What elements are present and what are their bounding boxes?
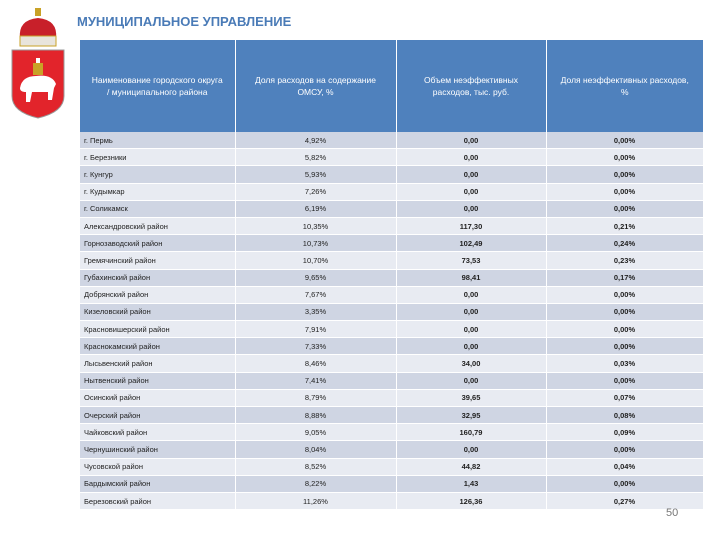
inefficient-volume: 34,00	[396, 355, 546, 372]
omsu-share: 5,93%	[235, 166, 396, 183]
inefficient-share: 0,03%	[546, 355, 703, 372]
column-header: Доля неэффективных расходов, %	[546, 40, 703, 132]
district-name: Кизеловский район	[80, 303, 235, 320]
inefficient-volume: 44,82	[396, 458, 546, 475]
table-row	[80, 424, 703, 441]
omsu-share: 6,19%	[235, 200, 396, 217]
table-row	[80, 132, 703, 149]
omsu-share: 8,04%	[235, 441, 396, 458]
inefficient-share: 0,24%	[546, 235, 703, 252]
inefficient-share: 0,08%	[546, 407, 703, 424]
district-name: Гремячинский район	[80, 252, 235, 269]
table-row	[80, 183, 703, 200]
inefficient-volume: 0,00	[396, 183, 546, 200]
inefficient-share: 0,00%	[546, 183, 703, 200]
municipal-expenses-table	[80, 40, 704, 510]
inefficient-share: 0,09%	[546, 424, 703, 441]
omsu-share: 11,26%	[235, 492, 396, 509]
table-row	[80, 475, 703, 492]
column-header: Объем неэффективных расходов, тыс. руб.	[396, 40, 546, 132]
inefficient-share: 0,00%	[546, 132, 703, 149]
district-name: Чернушинский район	[80, 441, 235, 458]
omsu-share: 7,33%	[235, 338, 396, 355]
inefficient-volume: 39,65	[396, 389, 546, 406]
district-name: Березовский район	[80, 492, 235, 509]
district-name: Чайковский район	[80, 424, 235, 441]
inefficient-share: 0,27%	[546, 492, 703, 509]
table-row	[80, 492, 703, 509]
district-name: Очерский район	[80, 407, 235, 424]
table-row	[80, 200, 703, 217]
omsu-share: 8,52%	[235, 458, 396, 475]
omsu-share: 3,35%	[235, 303, 396, 320]
district-name: г. Соликамск	[80, 200, 235, 217]
inefficient-volume: 0,00	[396, 132, 546, 149]
district-name: Чусовской район	[80, 458, 235, 475]
inefficient-volume: 0,00	[396, 166, 546, 183]
district-name: Нытвенский район	[80, 372, 235, 389]
inefficient-share: 0,00%	[546, 200, 703, 217]
inefficient-volume: 126,36	[396, 492, 546, 509]
inefficient-share: 0,00%	[546, 441, 703, 458]
column-header: Наименование городского округа / муниципального района	[80, 40, 235, 132]
page-title: МУНИЦИПАЛЬНОЕ УПРАВЛЕНИЕ	[77, 14, 292, 29]
table-row	[80, 235, 703, 252]
perm-coat-of-arms-icon	[8, 8, 68, 120]
district-name: Добрянский район	[80, 286, 235, 303]
table-row	[80, 458, 703, 475]
table-row	[80, 286, 703, 303]
inefficient-share: 0,00%	[546, 303, 703, 320]
inefficient-share: 0,07%	[546, 389, 703, 406]
inefficient-share: 0,00%	[546, 321, 703, 338]
omsu-share: 9,65%	[235, 269, 396, 286]
table-row	[80, 389, 703, 406]
table-row	[80, 269, 703, 286]
district-name: Бардымский район	[80, 475, 235, 492]
inefficient-volume: 0,00	[396, 372, 546, 389]
inefficient-volume: 32,95	[396, 407, 546, 424]
inefficient-share: 0,00%	[546, 372, 703, 389]
omsu-share: 7,91%	[235, 321, 396, 338]
inefficient-volume: 0,00	[396, 338, 546, 355]
inefficient-share: 0,00%	[546, 149, 703, 166]
inefficient-volume: 160,79	[396, 424, 546, 441]
table-row	[80, 372, 703, 389]
district-name: Александровский район	[80, 217, 235, 234]
inefficient-volume: 0,00	[396, 321, 546, 338]
omsu-share: 10,73%	[235, 235, 396, 252]
inefficient-volume: 117,30	[396, 217, 546, 234]
inefficient-share: 0,17%	[546, 269, 703, 286]
column-header: Доля расходов на содержание ОМСУ, %	[235, 40, 396, 132]
omsu-share: 7,26%	[235, 183, 396, 200]
inefficient-share: 0,00%	[546, 338, 703, 355]
omsu-share: 8,88%	[235, 407, 396, 424]
inefficient-volume: 98,41	[396, 269, 546, 286]
table-row	[80, 217, 703, 234]
district-name: Губахинский район	[80, 269, 235, 286]
table-row	[80, 441, 703, 458]
table-row	[80, 166, 703, 183]
district-name: г. Пермь	[80, 132, 235, 149]
inefficient-share: 0,23%	[546, 252, 703, 269]
district-name: г. Кудымкар	[80, 183, 235, 200]
inefficient-volume: 0,00	[396, 303, 546, 320]
table-row	[80, 303, 703, 320]
omsu-share: 5,82%	[235, 149, 396, 166]
table-row	[80, 321, 703, 338]
district-name: г. Березники	[80, 149, 235, 166]
inefficient-volume: 1,43	[396, 475, 546, 492]
table-row	[80, 338, 703, 355]
inefficient-share: 0,00%	[546, 166, 703, 183]
district-name: Осинский район	[80, 389, 235, 406]
table-row	[80, 355, 703, 372]
inefficient-share: 0,04%	[546, 458, 703, 475]
omsu-share: 4,92%	[235, 132, 396, 149]
inefficient-volume: 0,00	[396, 200, 546, 217]
district-name: Краснокамский район	[80, 338, 235, 355]
inefficient-volume: 102,49	[396, 235, 546, 252]
inefficient-share: 0,21%	[546, 217, 703, 234]
omsu-share: 10,35%	[235, 217, 396, 234]
inefficient-volume: 0,00	[396, 441, 546, 458]
district-name: Красновишерский район	[80, 321, 235, 338]
inefficient-volume: 0,00	[396, 149, 546, 166]
table-row	[80, 149, 703, 166]
inefficient-volume: 0,00	[396, 286, 546, 303]
omsu-share: 7,41%	[235, 372, 396, 389]
inefficient-volume: 73,53	[396, 252, 546, 269]
table-row	[80, 252, 703, 269]
district-name: Горнозаводский район	[80, 235, 235, 252]
page-number: 50	[666, 507, 679, 519]
inefficient-share: 0,00%	[546, 475, 703, 492]
omsu-share: 7,67%	[235, 286, 396, 303]
district-name: Лысьвенский район	[80, 355, 235, 372]
district-name: г. Кунгур	[80, 166, 235, 183]
table-row	[80, 407, 703, 424]
omsu-share: 10,70%	[235, 252, 396, 269]
inefficient-share: 0,00%	[546, 286, 703, 303]
omsu-share: 8,46%	[235, 355, 396, 372]
omsu-share: 9,05%	[235, 424, 396, 441]
omsu-share: 8,79%	[235, 389, 396, 406]
omsu-share: 8,22%	[235, 475, 396, 492]
